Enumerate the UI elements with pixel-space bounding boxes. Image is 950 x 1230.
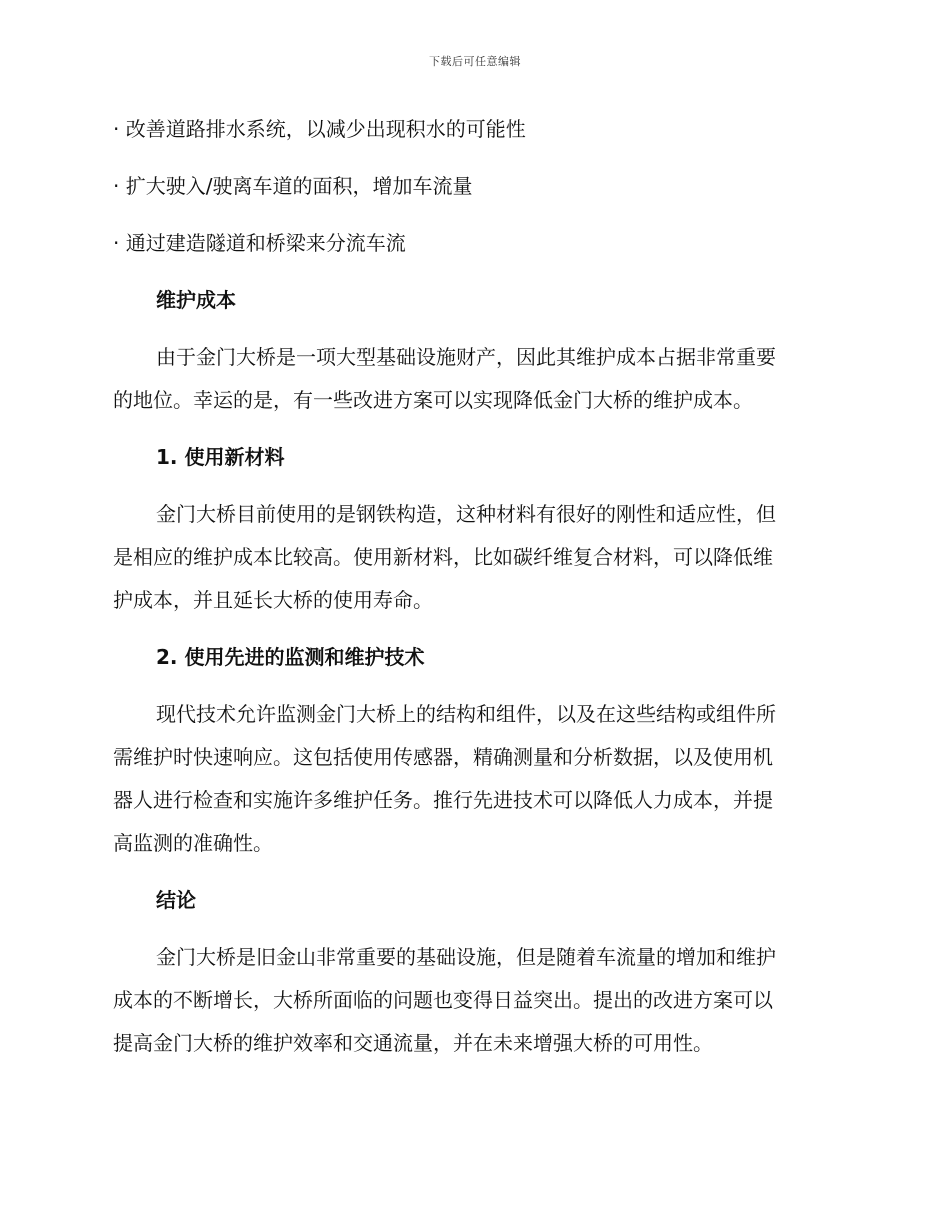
bullet-item: · 改善道路排水系统，以减少出现积水的可能性 bbox=[113, 117, 526, 141]
section-heading-conclusion: 结论 bbox=[156, 888, 196, 912]
subsection-heading-new-materials: 1. 使用新材料 bbox=[156, 445, 285, 469]
paragraph-line: 成本的不断增长，大桥所面临的问题也变得日益突出。提出的改进方案可以 bbox=[113, 988, 773, 1012]
subsection-heading-monitoring: 2. 使用先进的监测和维护技术 bbox=[156, 645, 425, 669]
paragraph-line: 由于金门大桥是一项大型基础设施财产，因此其维护成本占据非常重要 bbox=[156, 345, 776, 369]
paragraph-line: 的地位。幸运的是，有一些改进方案可以实现降低金门大桥的维护成本。 bbox=[113, 388, 753, 412]
paragraph-line: 金门大桥是旧金山非常重要的基础设施，但是随着车流量的增加和维护 bbox=[156, 945, 776, 969]
paragraph-line: 需维护时快速响应。这包括使用传感器，精确测量和分析数据，以及使用机 bbox=[113, 745, 773, 769]
paragraph-line: 高监测的准确性。 bbox=[113, 831, 273, 855]
paragraph-line: 护成本，并且延长大桥的使用寿命。 bbox=[113, 588, 433, 612]
bullet-item: · 通过建造隧道和桥梁来分流车流 bbox=[113, 231, 406, 255]
paragraph-line: 器人进行检查和实施许多维护任务。推行先进技术可以降低人力成本，并提 bbox=[113, 788, 773, 812]
paragraph-line: 是相应的维护成本比较高。使用新材料，比如碳纤维复合材料，可以降低维 bbox=[113, 545, 773, 569]
section-heading-maintenance: 维护成本 bbox=[156, 288, 236, 312]
paragraph-line: 提高金门大桥的维护效率和交通流量，并在未来增强大桥的可用性。 bbox=[113, 1031, 713, 1055]
paragraph-conclusion bbox=[113, 936, 829, 1065]
paragraph-monitoring bbox=[113, 693, 829, 865]
page-header: 下载后可任意编辑 bbox=[429, 55, 521, 68]
paragraph-new-materials bbox=[113, 493, 829, 622]
paragraph-line: 现代技术允许监测金门大桥上的结构和组件，以及在这些结构或组件所 bbox=[156, 702, 776, 726]
paragraph-line: 金门大桥目前使用的是钢铁构造，这种材料有很好的刚性和适应性，但 bbox=[156, 502, 776, 526]
document-body bbox=[113, 108, 829, 1079]
bullet-item: · 扩大驶入/驶离车道的面积，增加车流量 bbox=[113, 174, 473, 198]
paragraph-maintenance bbox=[113, 336, 829, 422]
